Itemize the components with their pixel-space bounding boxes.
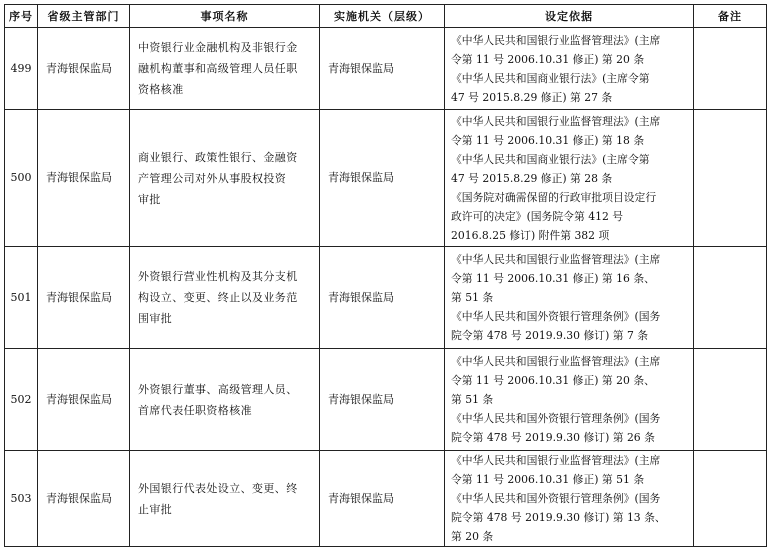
- basis-line: 院令第 478 号 2019.9.30 修订) 第 26 条: [451, 431, 655, 444]
- cell-dept: 青海银保监局: [38, 247, 130, 349]
- cell-item: [130, 110, 320, 247]
- basis-line: 第 20 条: [451, 530, 494, 543]
- table-row: [5, 110, 767, 247]
- cell-agency: 青海银保监局: [320, 349, 445, 451]
- item-line: 融机构董事和高级管理人员任职: [138, 62, 298, 75]
- basis-line: 2016.8.25 修订) 附件第 382 项: [451, 228, 610, 242]
- cell-dept: 青海银保监局: [38, 110, 130, 247]
- cell-dept: 青海银保监局: [38, 451, 130, 547]
- cell-item: [130, 28, 320, 110]
- cell-note: [694, 451, 767, 547]
- cell-note: [694, 110, 767, 247]
- basis-line: 《中华人民共和国银行业监督管理法》(主席: [451, 114, 661, 128]
- basis-line: 《中华人民共和国银行业监督管理法》(主席: [451, 253, 661, 266]
- item-line: 围审批: [138, 312, 173, 325]
- basis-line: 《中华人民共和国外资银行管理条例》(国务: [451, 412, 661, 425]
- basis-line: 令第 11 号 2006.10.31 修正) 第 18 条: [451, 133, 645, 147]
- cell-seq: 502: [5, 349, 38, 451]
- basis-line: 院令第 478 号 2019.9.30 修订) 第 7 条: [451, 329, 649, 342]
- cell-note: [694, 247, 767, 349]
- cell-basis: [445, 247, 694, 349]
- header-basis: 设定依据: [445, 5, 694, 28]
- item-line: 资格核准: [138, 83, 184, 96]
- basis-line: 第 51 条: [451, 291, 494, 304]
- cell-seq: 500: [5, 110, 38, 247]
- header-note: 备注: [694, 5, 767, 28]
- cell-note: [694, 28, 767, 110]
- basis-line: 《中华人民共和国外资银行管理条例》(国务: [451, 310, 661, 323]
- item-line: 首席代表任职资格核准: [138, 403, 252, 417]
- basis-line: 令第 11 号 2006.10.31 修正) 第 51 条: [451, 473, 645, 486]
- item-line: 外国银行代表处设立、变更、终: [138, 481, 298, 495]
- cell-basis: [445, 110, 694, 247]
- basis-line: 《中华人民共和国商业银行法》(主席令第: [451, 71, 650, 85]
- cell-item: [130, 247, 320, 349]
- cell-seq: 499: [5, 28, 38, 110]
- table-row: [5, 28, 767, 110]
- table-row: [5, 349, 767, 451]
- basis-line: 政许可的决定》(国务院令第 412 号: [451, 209, 624, 223]
- item-line: 止审批: [138, 502, 173, 516]
- cell-item: [130, 349, 320, 451]
- basis-line: 令第 11 号 2006.10.31 修正) 第 20 条: [451, 52, 645, 66]
- header-agency: 实施机关（层级）: [320, 5, 445, 28]
- licensing-items-table: [4, 4, 767, 547]
- header-item: 事项名称: [130, 5, 320, 28]
- cell-seq: 503: [5, 451, 38, 547]
- cell-agency: 青海银保监局: [320, 451, 445, 547]
- basis-line: 47 号 2015.8.29 修正) 第 27 条: [451, 90, 613, 104]
- basis-line: 《中华人民共和国商业银行法》(主席令第: [451, 152, 650, 166]
- basis-line: 令第 11 号 2006.10.31 修正) 第 16 条、: [451, 272, 655, 285]
- cell-note: [694, 349, 767, 451]
- cell-agency: 青海银保监局: [320, 247, 445, 349]
- basis-line: 《国务院对确需保留的行政审批项目设定行: [451, 190, 657, 204]
- header-seq: 序号: [5, 5, 38, 28]
- item-line: 商业银行、政策性银行、金融资: [138, 150, 298, 164]
- basis-line: 《中华人民共和国外资银行管理条例》(国务: [451, 492, 661, 505]
- table-row: [5, 247, 767, 349]
- basis-line: 《中华人民共和国银行业监督管理法》(主席: [451, 454, 661, 467]
- item-line: 审批: [138, 192, 161, 206]
- basis-line: 《中华人民共和国银行业监督管理法》(主席: [451, 355, 661, 368]
- item-line: 外资银行董事、高级管理人员、: [138, 382, 298, 396]
- cell-basis: [445, 349, 694, 451]
- cell-dept: 青海银保监局: [38, 28, 130, 110]
- basis-line: 令第 11 号 2006.10.31 修正) 第 20 条、: [451, 374, 655, 387]
- cell-item: [130, 451, 320, 547]
- header-dept: 省级主管部门: [38, 5, 130, 28]
- item-line: 中资银行业金融机构及非银行金: [138, 41, 298, 54]
- item-line: 产管理公司对外从事股权投资: [138, 171, 287, 185]
- basis-line: 47 号 2015.8.29 修正) 第 28 条: [451, 171, 613, 185]
- basis-line: 《中华人民共和国银行业监督管理法》(主席: [451, 33, 661, 47]
- basis-line: 院令第 478 号 2019.9.30 修订) 第 13 条、: [451, 511, 666, 524]
- table-row: [5, 451, 767, 547]
- cell-basis: [445, 451, 694, 547]
- item-line: 构设立、变更、终止以及业务范: [138, 291, 298, 304]
- cell-agency: 青海银保监局: [320, 110, 445, 247]
- item-line: 外资银行营业性机构及其分支机: [138, 270, 298, 283]
- cell-dept: 青海银保监局: [38, 349, 130, 451]
- basis-line: 第 51 条: [451, 393, 494, 406]
- cell-seq: 501: [5, 247, 38, 349]
- cell-basis: [445, 28, 694, 110]
- table-header-row: [5, 5, 767, 28]
- cell-agency: 青海银保监局: [320, 28, 445, 110]
